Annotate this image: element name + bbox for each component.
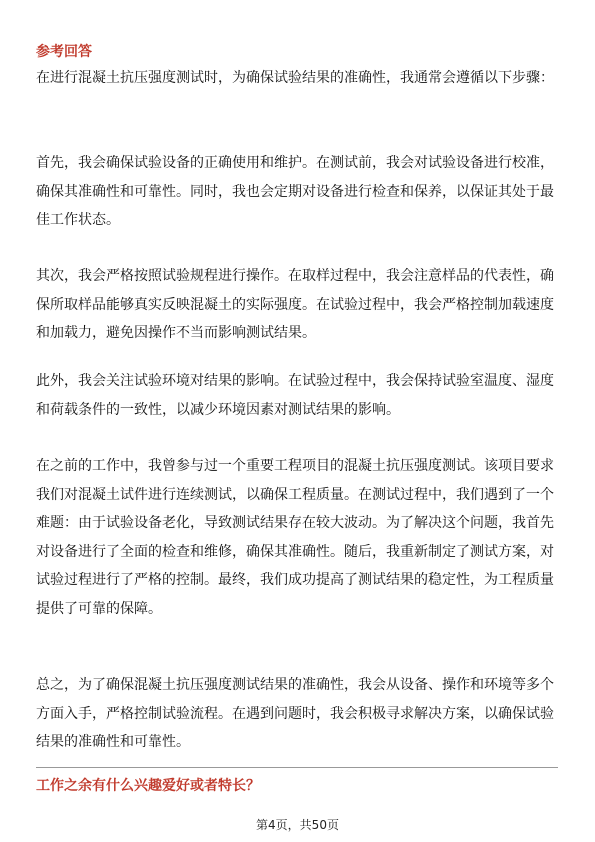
section-divider <box>36 767 558 768</box>
paragraph-procedure: 其次，我会严格按照试验规程进行操作。在取样过程中，我会注意样品的代表性，确保所取样品能够真实反映混凝土的实际强度。在试验过程中，我会严格控制加载速度和加载力，避免因操作不当而影响测试结果。 <box>36 268 554 341</box>
next-question-heading: 工作之余有什么兴趣爱好或者特长？ <box>36 778 260 794</box>
intro-paragraph: 在进行混凝土抗压强度测试时，为确保试验结果的准确性，我通常会遵循以下步骤： <box>36 70 554 86</box>
paragraph-experience: 在之前的工作中，我曾参与过一个重要工程项目的混凝土抗压强度测试。该项目要求我们对混凝土试件进行连续测试，以确保工程质量。在测试过程中，我们遇到了一个难题：由于试验设备老化，导致测试结果存在较大波动。为了解决这个问题，我首先对设备进行了全面的检查和维修，确保其准确性。随后，我重新制定了测试方案，对试验过程进行了严格的控制。最终，我们成功提高了测试结果的稳定性，为工程质量提供了可靠的保障。 <box>36 458 554 617</box>
paragraph-environment: 此外，我会关注试验环境对结果的影响。在试验过程中，我会保持试验室温度、湿度和荷载条件的一致性，以减少环境因素对测试结果的影响。 <box>36 373 554 418</box>
paragraph-summary: 总之，为了确保混凝土抗压强度测试结果的准确性，我会从设备、操作和环境等多个方面入手，严格控制试验流程。在遇到问题时，我会积极寻求解决方案，以确保试验结果的准确性和可靠性。 <box>36 677 554 750</box>
paragraph-equipment: 首先，我会确保试验设备的正确使用和维护。在测试前，我会对试验设备进行校准，确保其准确性和可靠性。同时，我也会定期对设备进行检查和保养，以保证其处于最佳工作状态。 <box>36 155 554 228</box>
answer-heading: 参考回答 <box>36 44 92 60</box>
page-number-footer: 第4页，共50页 <box>256 818 339 832</box>
